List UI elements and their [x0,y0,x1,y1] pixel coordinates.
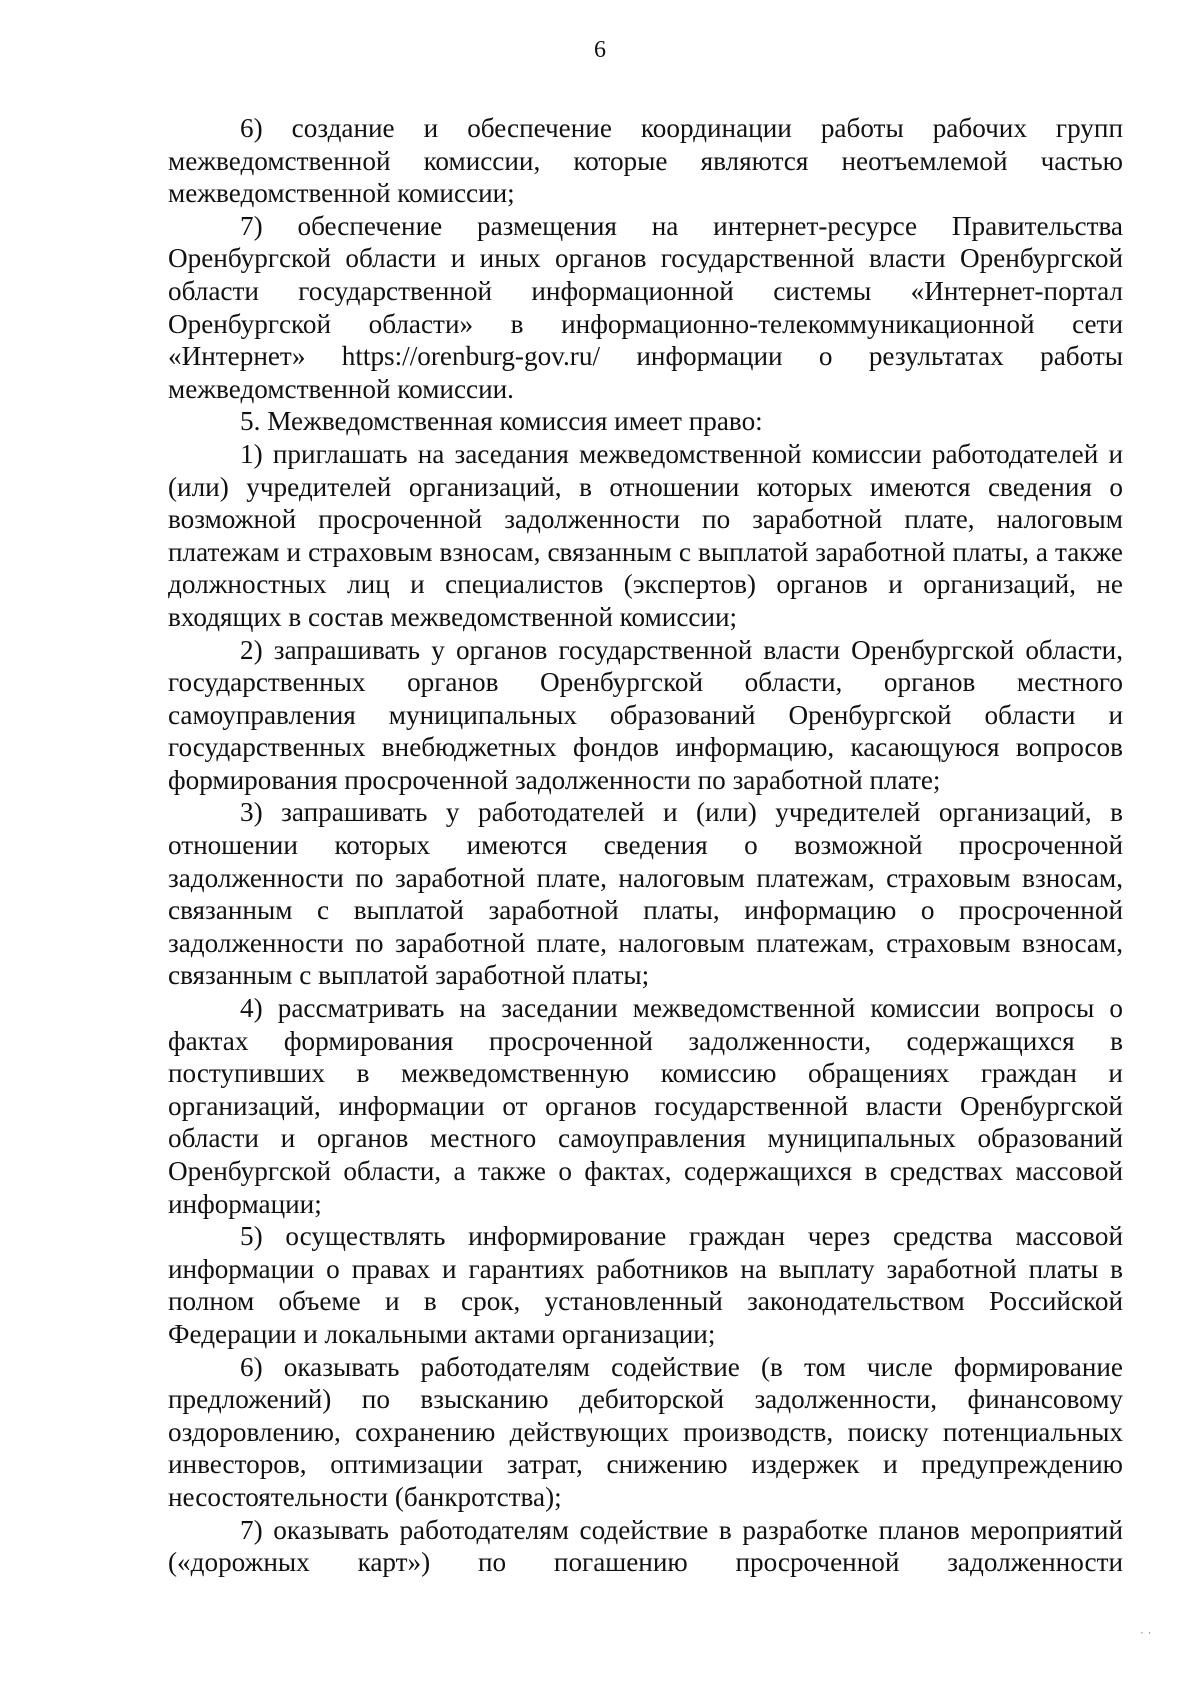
paragraph-right-5: 5) осуществлять информирование граждан через средства массовой информации о правах и гарантиях работников на выплату заработной платы в полном объеме и в срок, установленный законодательством Российской Федерации и локальными актами организации; [168,1221,1123,1349]
paragraph-item-7: 7) обеспечение размещения на интернет-ресурсе Правительства Оренбургской области и иных органов государственной власти Оренбургской области государственной информационной системы «Интернет-портал Оренбургской области» в информационно-телекоммуникационной сети «Интернет» https://orenburg-gov.ru/ информации о результатах работы межведомственной комиссии. [168,210,1123,404]
document-body [168,112,1123,1579]
paragraph-right-4: 4) рассматривать на заседании межведомственной комиссии вопросы о фактах формирования просроченной задолженности, содержащихся в поступивших в межведомственную комиссию обращениях граждан и организаций, информации от органов государственной власти Оренбургской области и органов местного самоуправления муниципальных образований Оренбургской области, а также о фактах, содержащихся в средствах массовой информации; [168,993,1123,1219]
page-number: 6 [594,37,606,63]
scan-artifact-mark: · · [1140,1626,1152,1640]
paragraph-right-1: 1) приглашать на заседания межведомственной комиссии работодателей и (или) учредителей организаций, в отношении которых имеются сведения о возможной просроченной задолженности по заработной плате, налоговым платежам и страховым взносам, связанным с выплатой заработной платы, а также должностных лиц и специалистов (экспертов) органов и организаций, не входящих в состав межведомственной комиссии; [168,438,1123,632]
paragraph-section-5: 5. Межведомственная комиссия имеет право: [240,406,763,437]
paragraph-item-6: 6) создание и обеспечение координации работы рабочих групп межведомственной комиссии, которые являются неотъемлемой частью межведомственной комиссии; [168,113,1123,209]
paragraph-right-7: 7) оказывать работодателям содействие в разработке планов мероприятий («дорожных карт») по погашению просроченной задолженности [168,1514,1123,1578]
paragraph-right-2: 2) запрашивать у органов государственной власти Оренбургской области, государственных органов Оренбургской области, органов местного самоуправления муниципальных образований Оренбургской области и государственных внебюджетных фондов информацию, касающуюся вопросов формирования просроченной задолженности по заработной плате; [168,634,1123,795]
paragraph-right-3: 3) запрашивать у работодателей и (или) учредителей организаций, в отношении которых имеются сведения о возможной просроченной задолженности по заработной плате, налоговым платежам, страховым взносам, связанным с выплатой заработной платы, информацию о просроченной задолженности по заработной плате, налоговым платежам, страховым взносам, связанным с выплатой заработной платы; [168,797,1123,991]
paragraph-right-6: 6) оказывать работодателям содействие (в том числе формирование предложений) по взысканию дебиторской задолженности, финансовому оздоровлению, сохранению действующих производств, поиску потенциальных инвесторов, оптимизации затрат, снижению издержек и предупреждению несостоятельности (банкротства); [168,1351,1123,1512]
